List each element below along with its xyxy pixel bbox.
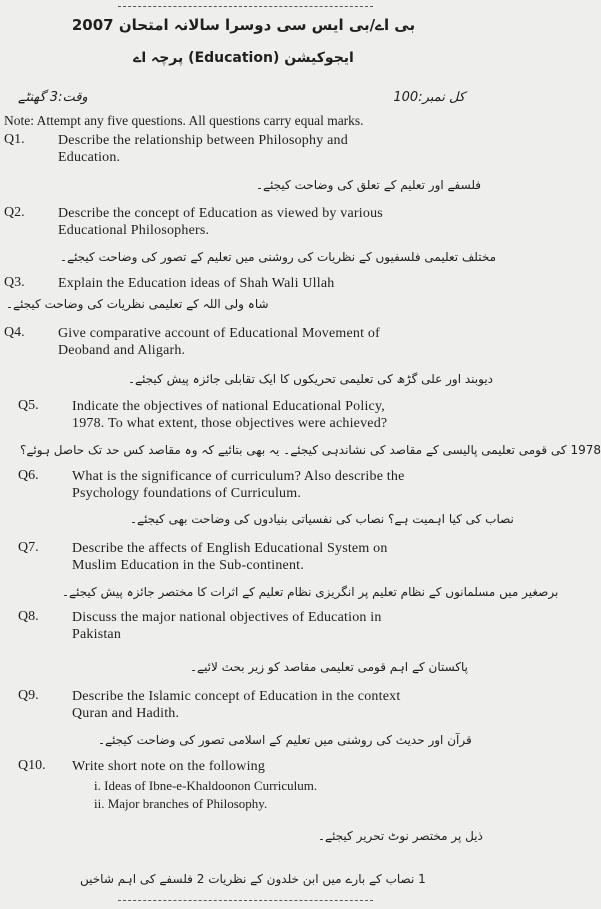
q10-item: ii. Major branches of Philosophy. [94, 796, 268, 811]
question-line: Education. [58, 150, 121, 165]
question-number: Q9. [18, 688, 39, 703]
subject-line: ایجوکیشن (Education) پرچہ اے [133, 50, 354, 66]
question-line: Pakistan [72, 627, 122, 642]
question-urdu: نصاب کی کیا اہمیت ہے؟ نصاب کی نفسیاتی بنیادوں کی وضاحت بھی کیجئے۔ [130, 512, 514, 526]
question-text [72, 468, 405, 502]
question-urdu: پاکستان کے اہم قومی تعلیمی مقاصد کو زیر بحث لائیے۔ [190, 660, 469, 674]
bottom-dashed-rule [118, 900, 373, 901]
question-number: Q7. [18, 540, 39, 555]
q10-item: i. Ideas of Ibne-e-Khaldoonon Curriculum. [94, 778, 318, 793]
question-line: Psychology foundations of Curriculum. [72, 486, 302, 501]
question-line: Educational Philosophers. [58, 223, 210, 238]
total-marks: کل نمبر:100 [393, 90, 465, 105]
question-line: Describe the Islamic concept of Education in the context [72, 689, 401, 704]
question-line: Discuss the major national objectives of Education in [72, 610, 382, 625]
question-text [72, 540, 388, 574]
question-number: Q6. [18, 468, 39, 483]
question-urdu: مختلف تعلیمی فلسفیوں کے نظریات کی روشنی میں تعلیم کے تصور کی وضاحت کیجئے۔ [60, 250, 497, 264]
question-line: Explain the Education ideas of Shah Wali Ullah [58, 276, 335, 291]
exam-title-urdu: بی اے/بی ایس سی دوسرا سالانہ امتحان 2007 [71, 16, 416, 34]
question-line: Muslim Education in the Sub-continent. [72, 558, 304, 573]
question-line: 1978. To what extent, those objectives were achieved? [72, 416, 388, 431]
question-urdu: شاہ ولی اللہ کے تعلیمی نظریات کی وضاحت کیجئے۔ [6, 297, 269, 311]
question-urdu: قرآن اور حدیث کی روشنی میں تعلیم کے اسلامی تصور کی وضاحت کیجئے۔ [98, 733, 472, 747]
question-line: Give comparative account of Educational Movement of [58, 326, 380, 341]
question-line: Describe the concept of Education as viewed by various [58, 206, 383, 221]
question-number: Q5. [18, 398, 39, 413]
question-number: Q8. [18, 609, 39, 624]
question-line: Indicate the objectives of national Educational Policy, [72, 399, 385, 414]
question-urdu: فلسفے اور تعلیم کے تعلق کی وضاحت کیجئے۔ [256, 178, 482, 192]
question-number: Q10. [18, 758, 46, 773]
question-line: Describe the affects of English Educational System on [72, 541, 388, 556]
question-urdu: ذیل پر مختصر نوٹ تحریر کیجئے۔ [318, 829, 483, 843]
question-line: Write short note on the following [72, 759, 266, 774]
question-text [72, 758, 265, 775]
question-text [58, 275, 334, 292]
question-text [72, 688, 400, 722]
question-number: Q1. [4, 132, 25, 147]
q10-items-urdu: 1 نصاب کے بارے میں ابن خلدون کے نظریات 2 فلسفے کی اہم شاخیں [80, 872, 426, 886]
question-text [72, 398, 387, 432]
question-number: Q2. [4, 205, 25, 220]
time-allowed: وقت:3 گھنٹے [18, 90, 88, 105]
question-urdu: برصغیر میں مسلمانوں کے نظام تعلیم پر انگریزی نظام تعلیم کے اثرات کا مختصر جائزہ پیش کیجئے۔ [62, 585, 559, 599]
question-text [58, 325, 380, 359]
question-line: Describe the relationship between Philosophy and [58, 133, 348, 148]
question-urdu: 1978 کی قومی تعلیمی پالیسی کے مقاصد کی نشاندہی کیجئے۔ یہ بھی بتائیے کہ وہ مقاصد کس حد تک حاصل ہوئے؟ [20, 443, 601, 457]
question-line: Quran and Hadith. [72, 706, 180, 721]
question-line: What is the significance of curriculum? Also describe the [72, 469, 405, 484]
question-urdu: دیوبند اور علی گڑھ کی تعلیمی تحریکوں کا ایک تقابلی جائزہ پیش کیجئے۔ [128, 372, 494, 386]
top-dashed-rule [118, 6, 373, 7]
question-text [72, 609, 382, 643]
question-line: Deoband and Aligarh. [58, 343, 186, 358]
question-text [58, 132, 348, 166]
question-text [58, 205, 383, 239]
question-number: Q4. [4, 325, 25, 340]
question-number: Q3. [4, 275, 25, 290]
instructions-note: Note: Attempt any five questions. All questions carry equal marks. [4, 113, 364, 128]
